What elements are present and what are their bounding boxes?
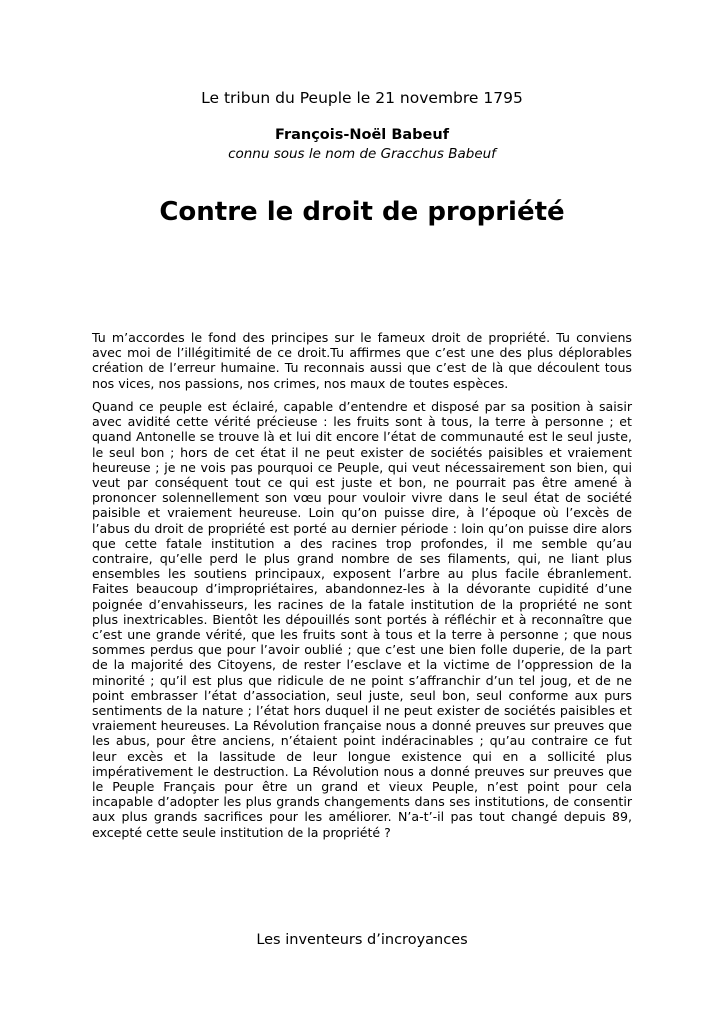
dateline: Le tribun du Peuple le 21 novembre 1795: [201, 89, 523, 107]
body-paragraph: Quand ce peuple est éclairé, capable d’entendre et disposé par sa position à saisir avec avidité cette vérité précieuse : les fruits sont à tous, la terre à personne ; et quand Antonelle se trouve là et lui dit encore l’état de communauté est le seul juste, le seul bon ; hors de cet état il ne peut exister de sociétés paisibles et vraiement heureuse ; je ne vois pas pourquoi ce Peuple, qui veut nécessairement son bien, qui veut par conséquent tout ce qui est juste et bon, ne pourrait pas être amené à prononcer solennellement son vœu pour vouloir vivre dans le seul état de société paisible et vraiement heureuse. Loin qu’on puisse dire, à l’époque où l’excès de l’abus du droit de propriété est porté au dernier période : loin qu’on puisse dire alors que cette fatale institution a des racines trop profondes, il me semble qu’au contraire, qu’elle perd le plus grand nombre de ses filaments, qui, ne liant plus ensembles les soutiens principaux, exposent l’arbre au plus facile ébranlement. Faites beaucoup d’impropriétaires, abandonnez-les à la dévorante cupidité d’une poignée d’envahisseurs, les racines de la fatale institution de la propriété ne sont plus inextricables. Bientôt les dépouillés sont portés à réfléchir et à reconnaître que c’est une grande vérité, que les fruits sont à tous et la terre à personne ; que nous sommes perdus que pour l’avoir oublié ; que c’est une bien folle duperie, de la part de la majorité des Citoyens, de rester l’esclave et la victime de l’oppression de la minorité ; qu’il est plus que ridicule de ne point s’affranchir d’un tel joug, et de ne point embrasser l’état d’association, seul juste, seul bon, seul conforme aux purs sentiments de la nature ; l’état hors duquel il ne peut exister de sociétés paisibles et vraiement heureuses. La Révolution française nous a donné preuves sur preuves que les abus, pour être anciens, n’étaient point indéracinables ; qu’au contraire ce fut leur excès et la lassitude de leur longue existence qui en a sollicité plus impérativement le destruction. La Révolution nous a donné preuves sur preuves que le Peuple Français pour être un grand et vieux Peuple, n’est point pour cela incapable d’adopter les plus grands changements dans ses institutions, de consentir aux plus grands sacrifices pour les améliorer. N’a-t’-il pas tout changé depuis 89, excepté cette seule institution de la propriété ?: [92, 399, 632, 840]
author-name: François-Noël Babeuf: [274, 127, 450, 143]
author-alias: connu sous le nom de Gracchus Babeuf: [228, 146, 496, 162]
document-title: Contre le droit de propriété: [159, 197, 565, 227]
body-paragraph: Tu m’accordes le fond des principes sur le fameux droit de propriété. Tu conviens avec moi de l’illégitimité de ce droit.Tu affirmes que c’est une des plus déplorables création de l’erreur humaine. Tu reconnais aussi que c’est de là que découlent tous nos vices, nos passions, nos crimes, nos maux de toutes espèces.: [92, 330, 632, 391]
page-footer: Les inventeurs d’incroyances: [256, 932, 468, 948]
